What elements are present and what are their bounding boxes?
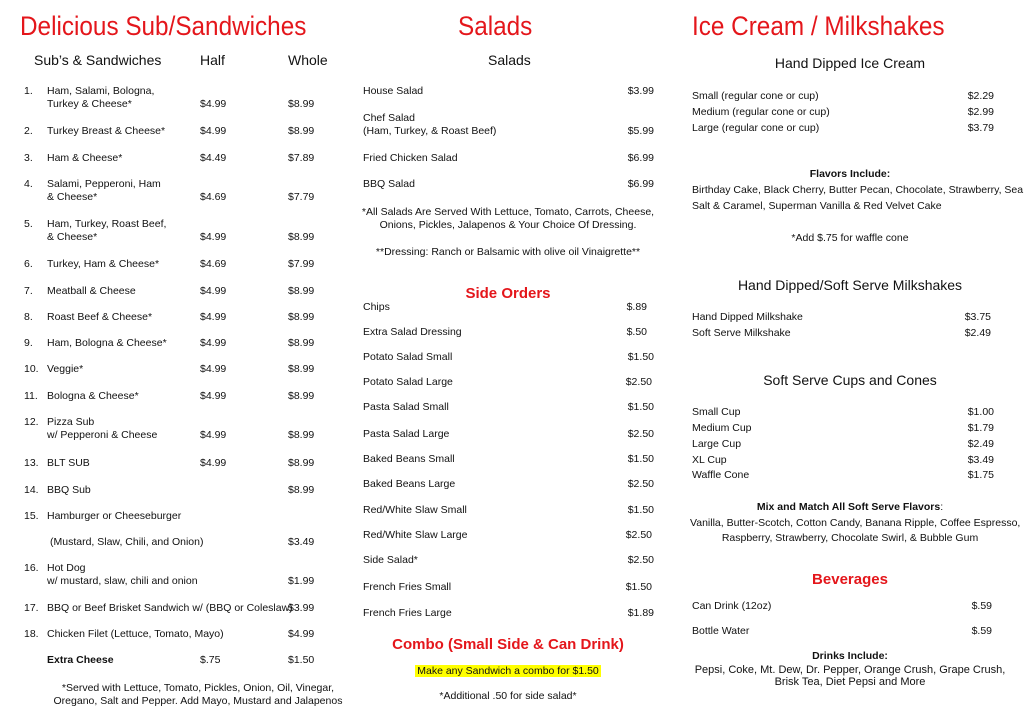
salad-note-line-1: *All Salads Are Served With Lettuce, Tomato, Carrots, Cheese, — [361, 206, 655, 218]
side-name: Red/White Slaw Large — [363, 529, 468, 541]
item-name: Ham, Turkey, Roast Beef, — [47, 218, 167, 230]
salad-price: $6.99 — [627, 152, 654, 164]
item-number: 8. — [24, 311, 33, 323]
item-number: 15. — [24, 510, 39, 522]
soft-serve-name: Large Cup — [692, 438, 742, 450]
item-whole-price: $8.99 — [288, 285, 315, 297]
item-name: Veggie* — [47, 363, 84, 375]
soft-serve-price: $3.49 — [967, 454, 994, 466]
sandwiches-header-name: Sub’s & Sandwiches — [34, 52, 162, 68]
item-name: Meatball & Cheese — [47, 285, 136, 297]
item-whole-price: $7.89 — [288, 152, 315, 164]
side-price: $2.50 — [627, 428, 654, 440]
beverage-price: $.59 — [971, 600, 992, 612]
flavors-line-1: Birthday Cake, Black Cherry, Butter Pecan, Chocolate, Strawberry, Sea — [692, 184, 1024, 196]
item-number: 16. — [24, 562, 39, 574]
item-name: Chicken Filet (Lettuce, Tomato, Mayo) — [47, 628, 224, 640]
mix-colon: : — [940, 501, 944, 513]
beverage-price: $.59 — [971, 625, 992, 637]
item-half-price: $4.99 — [200, 125, 227, 137]
item-number: 13. — [24, 457, 39, 469]
side-price: $1.50 — [627, 504, 654, 516]
sandwich-note-line-1: *Served with Lettuce, Tomato, Pickles, Onion, Oil, Vinegar, — [61, 682, 335, 694]
sandwiches-header-half: Half — [200, 52, 225, 68]
beverage-name: Bottle Water — [692, 625, 750, 637]
item-name: w/ Pepperoni & Cheese — [47, 429, 158, 441]
side-name: Baked Beans Small — [363, 453, 455, 465]
shakes-title: Hand Dipped/Soft Serve Milkshakes — [737, 277, 963, 293]
item-whole-price: $8.99 — [288, 484, 315, 496]
item-number: 14. — [24, 484, 39, 496]
item-name: BLT SUB — [47, 457, 90, 469]
beverages-title: Beverages — [812, 571, 888, 588]
side-name: French Fries Large — [363, 607, 452, 619]
side-price: $.89 — [626, 301, 647, 313]
side-price: $2.50 — [625, 529, 652, 541]
soft-serve-name: XL Cup — [692, 454, 727, 466]
item-whole-price: $8.99 — [288, 457, 315, 469]
side-orders-title: Side Orders — [465, 285, 551, 302]
item-name: (Mustard, Slaw, Chili, and Onion) — [50, 536, 204, 548]
item-whole-price: $8.99 — [288, 429, 315, 441]
item-half-price: $4.99 — [200, 311, 227, 323]
cone-name: Medium (regular cone or cup) — [692, 106, 830, 118]
side-price: $1.50 — [627, 351, 654, 363]
beverage-name: Can Drink (12oz) — [692, 600, 772, 612]
drinks-title: Drinks Include: — [812, 650, 888, 662]
salads-title: Salads — [458, 11, 533, 41]
cone-name: Small (regular cone or cup) — [692, 90, 819, 102]
salad-price: $3.99 — [627, 85, 654, 97]
soft-serve-title: Soft Serve Cups and Cones — [763, 372, 937, 388]
side-name: Extra Salad Dressing — [363, 326, 462, 338]
shake-name: Hand Dipped Milkshake — [692, 311, 803, 323]
soft-serve-name: Small Cup — [692, 406, 741, 418]
cone-price: $3.79 — [967, 122, 994, 134]
item-name: BBQ or Beef Brisket Sandwich w/ (BBQ or Coleslaw) — [47, 602, 293, 614]
item-name: w/ mustard, slaw, chili and onion — [47, 575, 198, 587]
item-number: 12. — [24, 416, 39, 428]
waffle-note: *Add $.75 for waffle cone — [791, 232, 909, 244]
flavors-line-2: Salt & Caramel, Superman Vanilla & Red Velvet Cake — [692, 200, 942, 212]
item-whole-price: $3.49 — [288, 536, 315, 548]
item-name: & Cheese* — [47, 231, 98, 243]
side-name: Potato Salad Small — [363, 351, 453, 363]
item-name: Salami, Pepperoni, Ham — [47, 178, 161, 190]
extra-cheese-half: $.75 — [200, 654, 221, 666]
salad-name: (Ham, Turkey, & Roast Beef) — [363, 125, 497, 137]
item-half-price: $4.99 — [200, 231, 227, 243]
sandwich-note-line-2: Oregano, Salt and Pepper. Add Mayo, Mustard and Jalapenos — [53, 695, 343, 707]
side-name: Potato Salad Large — [363, 376, 453, 388]
item-number: 4. — [24, 178, 33, 190]
mix-title-wrap — [690, 501, 1010, 514]
item-whole-price: $3.99 — [288, 602, 315, 614]
ice-cream-title: Ice Cream / Milkshakes — [692, 11, 945, 41]
combo-title: Combo (Small Side & Can Drink) — [392, 636, 624, 653]
item-number: 11. — [24, 390, 38, 402]
item-number: 3. — [24, 152, 33, 164]
side-price: $1.50 — [625, 581, 652, 593]
item-number: 1. — [24, 85, 33, 97]
item-name: Ham, Salami, Bologna, — [47, 85, 155, 97]
salad-price: $5.99 — [627, 125, 654, 137]
item-half-price: $4.49 — [200, 152, 227, 164]
shake-price: $3.75 — [964, 311, 991, 323]
shake-name: Soft Serve Milkshake — [692, 327, 791, 339]
item-half-price: $4.69 — [200, 191, 227, 203]
item-name: Turkey, Ham & Cheese* — [47, 258, 160, 270]
item-number: 17. — [24, 602, 39, 614]
dressing-note: **Dressing: Ranch or Balsamic with olive oil Vinaigrette** — [375, 246, 641, 258]
soft-serve-price: $1.79 — [967, 422, 994, 434]
item-half-price: $4.99 — [200, 457, 227, 469]
side-price: $1.89 — [627, 607, 654, 619]
shake-price: $2.49 — [964, 327, 991, 339]
mix-flavors-line-2: Raspberry, Strawberry, Chocolate Swirl, & Bubble Gum — [721, 532, 979, 544]
soft-serve-price: $2.49 — [967, 438, 994, 450]
item-whole-price: $8.99 — [288, 231, 315, 243]
cone-price: $2.29 — [967, 90, 994, 102]
salad-price: $6.99 — [627, 178, 654, 190]
drinks-line-2: Brisk Tea, Diet Pepsi and More — [774, 676, 926, 688]
side-name: Baked Beans Large — [363, 478, 456, 490]
soft-serve-price: $1.00 — [967, 406, 994, 418]
combo-text-wrap — [358, 665, 658, 678]
salad-note-line-2: Onions, Pickles, Jalapenos & Your Choice Of Dressing. — [379, 219, 637, 231]
item-number: 5. — [24, 218, 33, 230]
item-name: & Cheese* — [47, 191, 98, 203]
salad-name: Chef Salad — [363, 112, 415, 124]
side-price: $2.50 — [627, 554, 654, 566]
item-name: Pizza Sub — [47, 416, 95, 428]
item-number: 6. — [24, 258, 33, 270]
salad-name: BBQ Salad — [363, 178, 415, 190]
side-price: $.50 — [626, 326, 647, 338]
item-whole-price: $7.79 — [288, 191, 315, 203]
side-price: $1.50 — [627, 401, 654, 413]
side-name: French Fries Small — [363, 581, 452, 593]
combo-note: *Additional .50 for side salad* — [439, 690, 577, 702]
item-whole-price: $4.99 — [288, 628, 315, 640]
item-whole-price: $8.99 — [288, 390, 315, 402]
item-name: BBQ Sub — [47, 484, 91, 496]
item-name: Roast Beef & Cheese* — [47, 311, 153, 323]
combo-text: Make any Sandwich a combo for $1.50 — [417, 665, 599, 677]
hand-dipped-title: Hand Dipped Ice Cream — [774, 55, 926, 71]
item-whole-price: $8.99 — [288, 98, 315, 110]
item-number: 10. — [24, 363, 39, 375]
item-whole-price: $8.99 — [288, 311, 315, 323]
item-half-price: $4.99 — [200, 98, 227, 110]
drinks-line-1: Pepsi, Coke, Mt. Dew, Dr. Pepper, Orange Crush, Grape Crush, — [694, 664, 1006, 676]
item-name: Turkey Breast & Cheese* — [47, 125, 166, 137]
item-name: Turkey & Cheese* — [47, 98, 132, 110]
item-name: Bologna & Cheese* — [47, 390, 139, 402]
item-whole-price: $8.99 — [288, 363, 315, 375]
mix-title: Mix and Match All Soft Serve Flavors — [756, 501, 941, 513]
salads-subtitle: Salads — [488, 52, 531, 68]
item-half-price: $4.99 — [200, 363, 227, 375]
item-half-price: $4.99 — [200, 337, 227, 349]
item-whole-price: $1.99 — [288, 575, 315, 587]
side-name: Side Salad* — [363, 554, 418, 566]
item-name: Hot Dog — [47, 562, 86, 574]
side-name: Red/White Slaw Small — [363, 504, 467, 516]
item-number: 2. — [24, 125, 33, 137]
soft-serve-price: $1.75 — [967, 469, 994, 481]
mix-flavors-line-1: Vanilla, Butter-Scotch, Cotton Candy, Banana Ripple, Coffee Espresso, — [690, 517, 1021, 529]
item-name: Ham, Bologna & Cheese* — [47, 337, 167, 349]
sandwiches-title: Delicious Sub/Sandwiches — [20, 11, 307, 41]
item-number: 18. — [24, 628, 39, 640]
item-half-price: $4.99 — [200, 285, 227, 297]
item-number: 7. — [24, 285, 33, 297]
salad-name: House Salad — [363, 85, 424, 97]
flavors-title: Flavors Include: — [809, 168, 891, 180]
salad-name: Fried Chicken Salad — [363, 152, 458, 164]
item-half-price: $4.99 — [200, 390, 227, 402]
item-half-price: $4.69 — [200, 258, 227, 270]
item-half-price: $4.99 — [200, 429, 227, 441]
cone-name: Large (regular cone or cup) — [692, 122, 820, 134]
sandwiches-header-whole: Whole — [288, 52, 328, 68]
item-name: Ham & Cheese* — [47, 152, 123, 164]
side-price: $2.50 — [625, 376, 652, 388]
side-name: Pasta Salad Small — [363, 401, 449, 413]
side-name: Pasta Salad Large — [363, 428, 450, 440]
item-whole-price: $8.99 — [288, 125, 315, 137]
soft-serve-name: Medium Cup — [692, 422, 752, 434]
side-price: $2.50 — [627, 478, 654, 490]
side-price: $1.50 — [627, 453, 654, 465]
item-whole-price: $8.99 — [288, 337, 315, 349]
extra-cheese-whole: $1.50 — [288, 654, 315, 666]
extra-cheese-label: Extra Cheese — [47, 654, 114, 666]
side-name: Chips — [363, 301, 390, 313]
item-number: 9. — [24, 337, 33, 349]
item-name: Hamburger or Cheeseburger — [47, 510, 182, 522]
soft-serve-name: Waffle Cone — [692, 469, 750, 481]
item-whole-price: $7.99 — [288, 258, 315, 270]
cone-price: $2.99 — [967, 106, 994, 118]
